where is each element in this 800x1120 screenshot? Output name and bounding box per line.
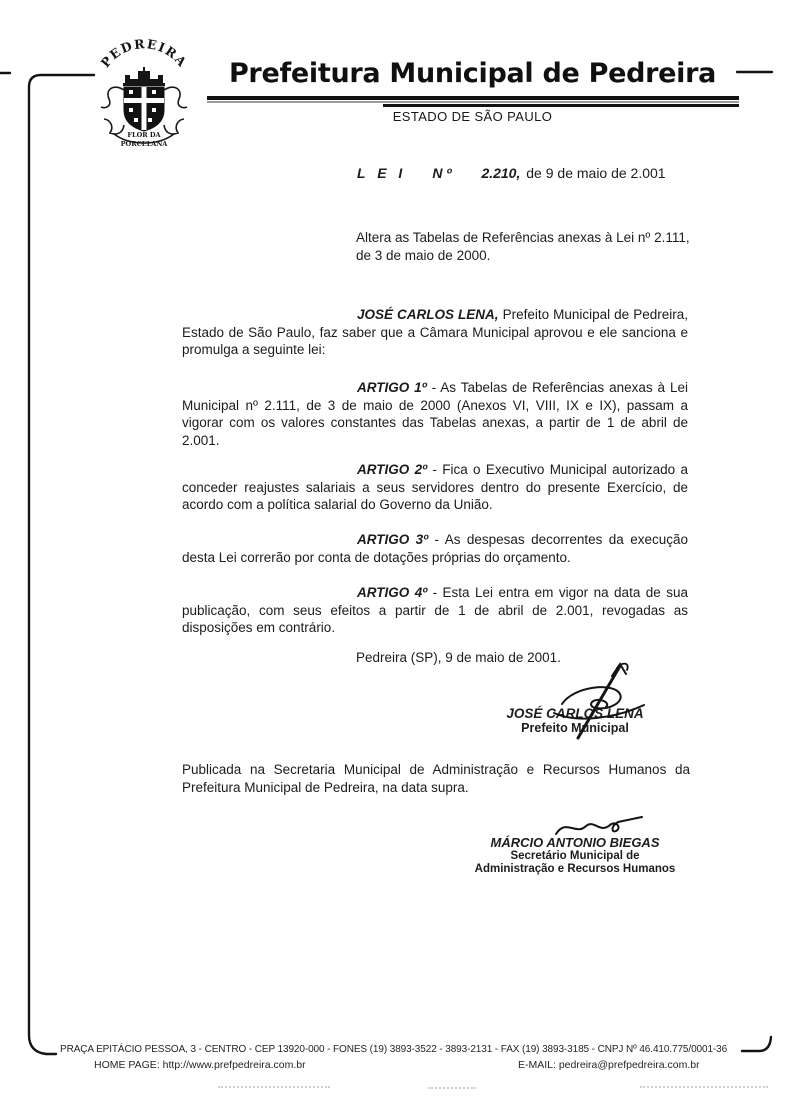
article-3 [182,531,688,566]
title-underline-shadow [207,101,739,103]
article-1 [182,379,688,449]
municipal-coat-of-arms [84,30,204,152]
article-4 [182,584,688,637]
dateline: Pedreira (SP), 9 de maio de 2001. [356,650,561,665]
scan-artifact [640,1086,768,1088]
law-heading-date: de 9 de maio de 2.001 [526,165,666,181]
mayor-title: Prefeito Municipal [521,721,629,735]
preamble-lead: JOSÉ CARLOS LENA, [357,307,503,322]
law-heading-label: L E I [357,165,407,181]
law-heading [357,165,666,181]
article-2-lead: ARTIGO 2º [357,462,433,477]
title-underline-main [207,96,739,100]
secretary-title-line2: Administração e Recursos Humanos [474,863,676,875]
article-3-lead: ARTIGO 3º [357,532,435,547]
footer-address: PRAÇA EPITÁCIO PESSOA, 3 - CENTRO - CEP 13920-000 - FONES (19) 3893-3522 - 3893-2131 - FAX (19) 3893-3185 - CNPJ Nº 46.410.775/0001-36 [60,1044,728,1055]
scan-artifact [218,1086,330,1088]
article-4-lead: ARTIGO 4º [357,585,433,600]
preamble-text: Prefeito Municipal de Pedreira, Estado de São Paulo, faz saber que a Câmara Municipal aprovou e ele sanciona e promulga a seguinte lei: [182,307,688,358]
scan-artifact [428,1087,476,1089]
secretary-signature-block [430,836,720,876]
secretary-title-line1: Secretário Municipal de [510,850,640,862]
article-1-lead: ARTIGO 1º [357,380,432,395]
crest-shield-icon [124,87,164,131]
title-underline-secondary [383,104,739,107]
article-2-text: - Fica o Executivo Municipal autorizado a conceder reajustes salariais a seus servidores dentro do presente Exercício, de acordo com a política salarial do Governo da União. [182,462,688,513]
frame-left-border [29,75,94,1054]
crest-ribbon-line1: FLOR DA [127,131,161,139]
mayor-name: JOSÉ CARLOS LENA [506,706,644,721]
article-4-text: - Esta Lei entra em vigor na data de sua publicação, com seus efeitos a partir de 1 de abril de 2.001, revogadas as disposições em contrário. [182,585,688,636]
crest-ribbon-line2: PORCELANA [120,140,168,148]
law-preamble [182,306,688,359]
article-1-text: - As Tabelas de Referências anexas à Lei Municipal nº 2.111, de 3 de maio de 2000 (Anexos VI, VIII, IX e IX), passam a vigorar com os valores constantes das Tabelas anexas, a partir de 1 de abril de 2.001. [182,380,688,448]
publication-note: Publicada na Secretaria Municipal de Administração e Recursos Humanos da Prefeitura Municipal de Pedreira, na data supra. [182,762,690,795]
footer-email: E-MAIL: pedreira@prefpedreira.com.br [518,1059,700,1071]
secretary-name: MÁRCIO ANTONIO BIEGAS [490,835,660,850]
law-heading-number-label: N º [432,165,452,181]
article-2 [182,461,688,514]
mayor-signature-block [450,706,700,735]
crest-banner-text: PEDREIRA [97,36,191,71]
footer-homepage: HOME PAGE: http://www.prefpedreira.com.br [94,1059,306,1071]
law-heading-number: 2.210, [481,165,521,181]
crest-crown-icon [123,67,165,86]
letterhead-title: Prefeitura Municipal de Pedreira [228,58,717,89]
letterhead-subtitle: ESTADO DE SÃO PAULO [392,109,553,124]
law-summary: Altera as Tabelas de Referências anexas à Lei nº 2.111, de 3 de maio de 2000. [356,230,690,263]
article-3-text: - As despesas decorrentes da execução desta Lei correrão por conta de dotações próprias do orçamento. [182,532,688,565]
